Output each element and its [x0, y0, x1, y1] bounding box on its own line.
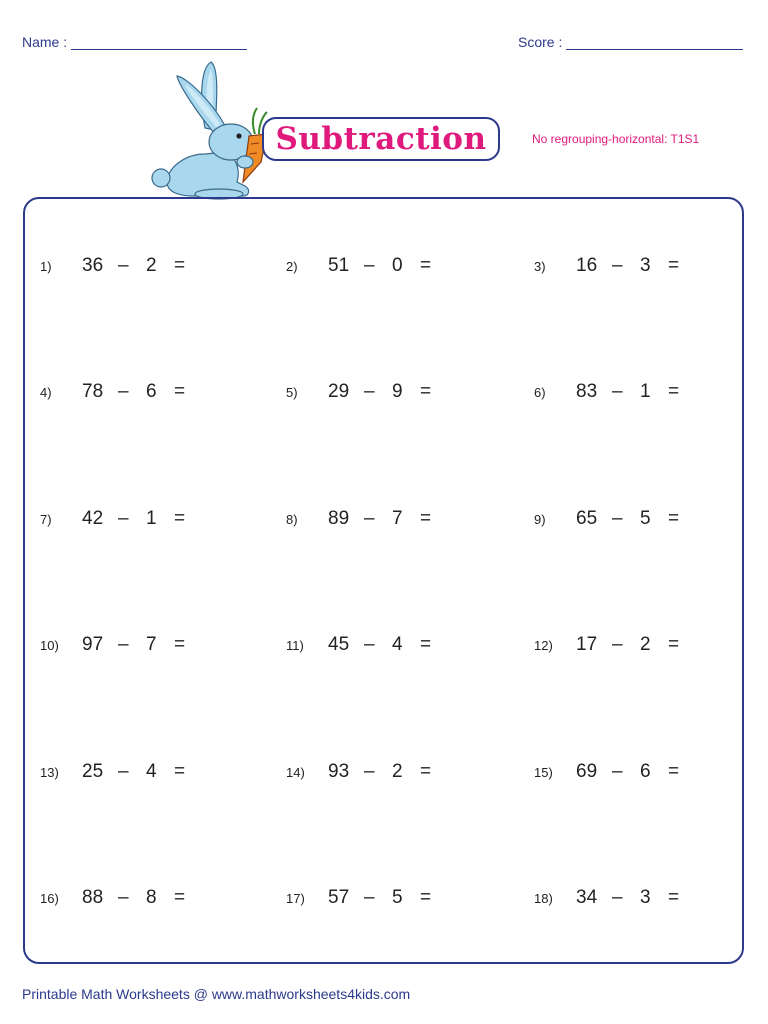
footer	[22, 986, 410, 1002]
minuend: 42	[82, 508, 104, 529]
problem-number: 10)	[40, 638, 59, 653]
equals-sign: =	[668, 381, 680, 402]
subtrahend: 8	[146, 887, 157, 908]
minus-sign: –	[364, 255, 375, 276]
minus-sign: –	[612, 887, 623, 908]
problem-number: 12)	[534, 638, 553, 653]
problem-number: 9)	[534, 512, 546, 527]
equals-sign: =	[174, 634, 186, 655]
minus-sign: –	[364, 508, 375, 529]
equals-sign: =	[174, 508, 186, 529]
minus-sign: –	[612, 761, 623, 782]
problem-number: 2)	[286, 259, 298, 274]
problem-number: 17)	[286, 891, 305, 906]
name-label: Name :	[22, 34, 68, 50]
equals-sign: =	[174, 381, 186, 402]
equals-sign: =	[174, 761, 186, 782]
problem-number: 3)	[534, 259, 546, 274]
equals-sign: =	[668, 761, 680, 782]
equals-sign: =	[174, 255, 186, 276]
subtrahend: 6	[640, 761, 651, 782]
problem-number: 1)	[40, 259, 52, 274]
problem-number: 6)	[534, 385, 546, 400]
equals-sign: =	[420, 255, 432, 276]
minuend: 45	[328, 634, 350, 655]
worksheet-subtitle: No regrouping-horizontal: T1S1	[532, 132, 700, 146]
minus-sign: –	[118, 381, 129, 402]
footer-site-link[interactable]: www.mathworksheets4kids.com	[211, 986, 411, 1002]
minuend: 25	[82, 761, 104, 782]
minuend: 89	[328, 508, 350, 529]
subtrahend: 9	[392, 381, 403, 402]
minuend: 65	[576, 508, 598, 529]
subtrahend: 2	[392, 761, 403, 782]
subtrahend: 1	[146, 508, 157, 529]
minuend: 16	[576, 255, 598, 276]
subtrahend: 2	[146, 255, 157, 276]
score-line[interactable]	[566, 49, 743, 50]
equals-sign: =	[668, 634, 680, 655]
minuend: 29	[328, 381, 350, 402]
subtrahend: 0	[392, 255, 403, 276]
minuend: 78	[82, 381, 104, 402]
minus-sign: –	[364, 381, 375, 402]
subtrahend: 5	[392, 887, 403, 908]
minus-sign: –	[364, 634, 375, 655]
equals-sign: =	[420, 761, 432, 782]
minus-sign: –	[612, 381, 623, 402]
problems-panel	[23, 197, 744, 964]
minus-sign: –	[118, 761, 129, 782]
problem-number: 14)	[286, 765, 305, 780]
equals-sign: =	[174, 887, 186, 908]
minuend: 51	[328, 255, 350, 276]
minus-sign: –	[364, 761, 375, 782]
subtrahend: 5	[640, 508, 651, 529]
minus-sign: –	[118, 508, 129, 529]
minus-sign: –	[364, 887, 375, 908]
minuend: 88	[82, 887, 104, 908]
equals-sign: =	[420, 381, 432, 402]
minuend: 57	[328, 887, 350, 908]
minus-sign: –	[612, 508, 623, 529]
problem-number: 4)	[40, 385, 52, 400]
score-label: Score :	[518, 34, 563, 50]
minuend: 36	[82, 255, 104, 276]
subtrahend: 6	[146, 381, 157, 402]
subtrahend: 3	[640, 255, 651, 276]
minus-sign: –	[612, 255, 623, 276]
subtrahend: 7	[146, 634, 157, 655]
minuend: 17	[576, 634, 598, 655]
problem-number: 11)	[286, 638, 304, 653]
minus-sign: –	[118, 887, 129, 908]
worksheet-title: Subtraction	[275, 121, 487, 157]
minus-sign: –	[118, 634, 129, 655]
problem-number: 8)	[286, 512, 298, 527]
problem-number: 18)	[534, 891, 553, 906]
problem-number: 5)	[286, 385, 298, 400]
minuend: 69	[576, 761, 598, 782]
problem-number: 7)	[40, 512, 52, 527]
subtrahend: 7	[392, 508, 403, 529]
title-box	[262, 117, 500, 161]
subtrahend: 1	[640, 381, 651, 402]
equals-sign: =	[668, 887, 680, 908]
minuend: 34	[576, 887, 598, 908]
subtrahend: 4	[392, 634, 403, 655]
equals-sign: =	[420, 634, 432, 655]
footer-prefix: Printable Math Worksheets @	[22, 986, 212, 1002]
equals-sign: =	[668, 508, 680, 529]
minuend: 93	[328, 761, 350, 782]
equals-sign: =	[420, 887, 432, 908]
problem-number: 15)	[534, 765, 553, 780]
equals-sign: =	[420, 508, 432, 529]
subtrahend: 4	[146, 761, 157, 782]
minuend: 83	[576, 381, 598, 402]
subtrahend: 2	[640, 634, 651, 655]
equals-sign: =	[668, 255, 680, 276]
problem-number: 16)	[40, 891, 59, 906]
subtrahend: 3	[640, 887, 651, 908]
minuend: 97	[82, 634, 104, 655]
bunny-with-carrot-icon	[145, 58, 275, 200]
name-line[interactable]	[71, 49, 247, 50]
minus-sign: –	[612, 634, 623, 655]
problem-number: 13)	[40, 765, 59, 780]
minus-sign: –	[118, 255, 129, 276]
